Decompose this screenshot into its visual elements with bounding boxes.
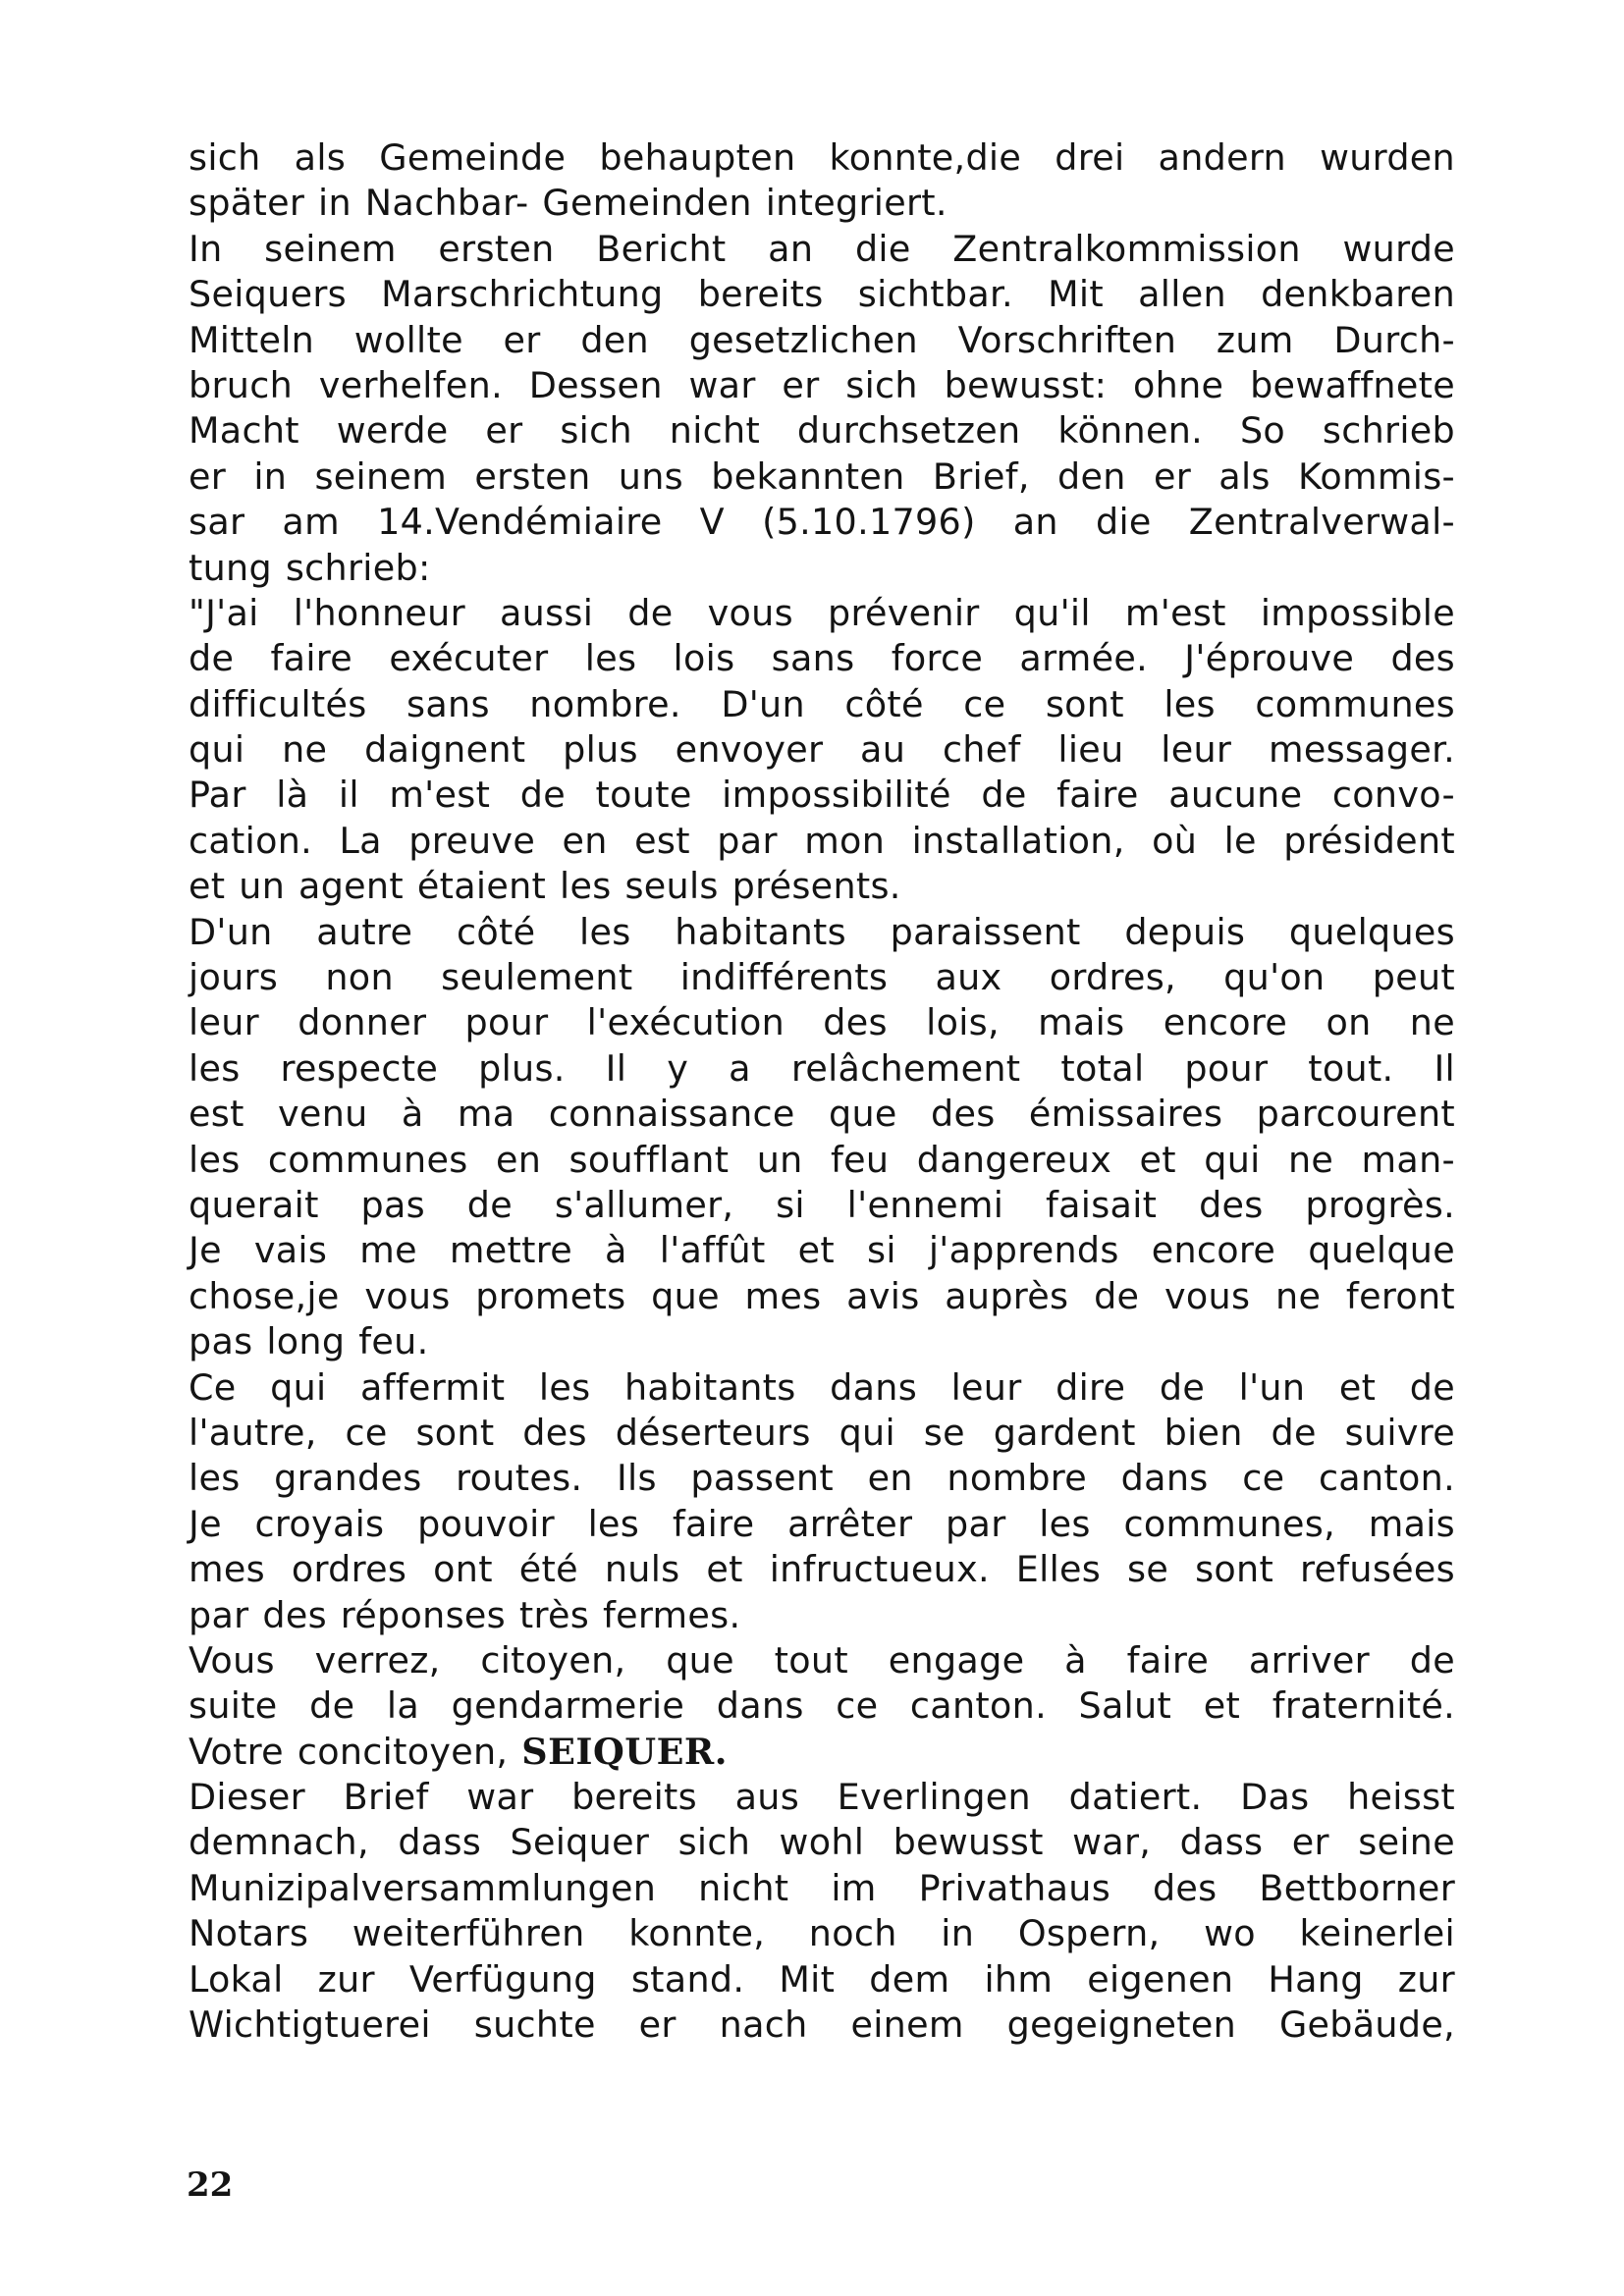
text-line	[189, 1683, 1455, 1729]
text-line-content: est venu à ma connaissance que des émissaires parcourent	[189, 1093, 1455, 1136]
text-line-content: querait pas de s'allumer, si l'ennemi faisait des progrès.	[189, 1183, 1455, 1226]
text-line	[189, 955, 1455, 1000]
text-line	[189, 1593, 1455, 1638]
text-line-content: Votre concitoyen,	[189, 1730, 522, 1773]
text-line-content: Seiquers Marschrichtung bereits sichtbar. Mit allen denkbaren	[189, 273, 1455, 316]
text-line-content: mes ordres ont été nuls et infructueux. Elles se sont refusées	[189, 1548, 1455, 1591]
text-line-content: später in Nachbar- Gemeinden integriert.	[189, 182, 947, 225]
page-number: 22	[187, 2165, 234, 2205]
text-line-content: Je croyais pouvoir les faire arrêter par les communes, mais	[189, 1502, 1455, 1545]
text-line-content: cation. La preuve en est par mon installation, où le président	[189, 819, 1455, 862]
text-line	[189, 227, 1455, 272]
text-line	[189, 408, 1455, 454]
text-line	[189, 1138, 1455, 1183]
text-line	[189, 1000, 1455, 1045]
text-line-content: qui ne daignent plus envoyer au chef lieu leur messager.	[189, 728, 1455, 772]
text-line-content: les respecte plus. Il y a relâchement total pour tout. Il	[189, 1046, 1455, 1090]
text-line-content: "J'ai l'honneur aussi de vous prévenir qu'il m'est impossible	[189, 591, 1455, 634]
text-line-content: Dieser Brief war bereits aus Everlingen datiert. Das heisst	[189, 1776, 1455, 1819]
text-line	[189, 454, 1455, 500]
text-line-content: Ce qui affermit les habitants dans leur dire de l'un et de	[189, 1365, 1455, 1409]
text-line-content: D'un autre côté les habitants paraissent depuis quelques	[189, 910, 1455, 953]
signature-name: SEIQUER.	[521, 1730, 728, 1773]
text-line	[189, 1092, 1455, 1137]
text-line-content: l'autre, ce sont des déserteurs qui se gardent bien de suivre	[189, 1411, 1455, 1454]
text-line	[189, 1274, 1455, 1319]
text-line-content: leur donner pour l'exécution des lois, mais encore on ne	[189, 1001, 1455, 1044]
text-line-content: bruch verhelfen. Dessen war er sich bewusst: ohne bewaffnete	[189, 363, 1455, 406]
text-line	[189, 727, 1455, 773]
text-line	[189, 1957, 1455, 2002]
text-line	[189, 773, 1455, 818]
text-line	[189, 1547, 1455, 1592]
text-line-content: difficultés sans nombre. D'un côté ce sont les communes	[189, 682, 1455, 725]
text-line	[189, 1411, 1455, 1456]
text-line	[189, 1820, 1455, 1865]
text-line-content: Par là il m'est de toute impossibilité de faire aucune convo-	[189, 774, 1455, 817]
text-line-content: Lokal zur Verfügung stand. Mit dem ihm eigenen Hang zur	[189, 1957, 1455, 2001]
text-line-content: chose,je vous promets que mes avis auprès de vous ne feront	[189, 1274, 1455, 1317]
text-line	[189, 500, 1455, 545]
text-line-content: Mitteln wollte er den gesetzlichen Vorschriften zum Durch-	[189, 318, 1455, 361]
text-line-content: Macht werde er sich nicht durchsetzen können. So schrieb	[189, 409, 1455, 453]
text-line	[189, 910, 1455, 955]
text-line	[189, 1456, 1455, 1501]
text-line	[189, 1730, 1455, 1775]
text-line-content: et un agent étaient les seuls présents.	[189, 865, 901, 908]
text-line-content: par des réponses très fermes.	[189, 1593, 741, 1636]
text-line-content: Je vais me mettre à l'affût et si j'apprends encore quelque	[189, 1229, 1455, 1272]
text-line	[189, 546, 1455, 591]
text-line-content: jours non seulement indifférents aux ordres, qu'on peut	[189, 956, 1455, 999]
text-line-content: er in seinem ersten uns bekannten Brief, den er als Kommis-	[189, 454, 1455, 498]
text-line	[189, 591, 1455, 636]
text-line-content: tung schrieb:	[189, 546, 431, 589]
text-line-content: In seinem ersten Bericht an die Zentralkommission wurde	[189, 227, 1455, 270]
text-line	[189, 636, 1455, 681]
text-line-content: sar am 14.Vendémiaire V (5.10.1796) an die Zentralverwal-	[189, 501, 1455, 544]
text-line	[189, 1911, 1455, 1956]
text-line-content: Notars weiterführen konnte, noch in Ospern, wo keinerlei	[189, 1912, 1455, 1955]
text-line	[189, 318, 1455, 363]
text-line	[189, 363, 1455, 408]
text-line-content: suite de la gendarmerie dans ce canton. Salut et fraternité.	[189, 1684, 1455, 1728]
text-line	[189, 2002, 1455, 2048]
text-line-content: de faire exécuter les lois sans force armée. J'éprouve des	[189, 637, 1455, 680]
text-line	[189, 135, 1455, 181]
text-line	[189, 1775, 1455, 1820]
text-line	[189, 1638, 1455, 1683]
text-line	[189, 819, 1455, 864]
text-line-content: les grandes routes. Ils passent en nombre dans ce canton.	[189, 1457, 1455, 1500]
text-line-content: sich als Gemeinde behaupten konnte,die drei andern wurden	[189, 136, 1455, 179]
text-line-content: pas long feu.	[189, 1320, 429, 1363]
body-text	[189, 135, 1455, 2048]
text-line-content: demnach, dass Seiquer sich wohl bewusst war, dass er seine	[189, 1821, 1455, 1864]
text-line	[189, 1866, 1455, 1911]
text-line	[189, 1365, 1455, 1411]
text-line	[189, 1228, 1455, 1273]
text-line-content: Munizipalversammlungen nicht im Privathaus des Bettborner	[189, 1866, 1455, 1909]
text-line-content: les communes en soufflant un feu dangereux et qui ne man-	[189, 1138, 1455, 1181]
text-line	[189, 181, 1455, 226]
text-line	[189, 1183, 1455, 1228]
text-line	[189, 272, 1455, 317]
text-line	[189, 682, 1455, 727]
text-line	[189, 864, 1455, 909]
text-line	[189, 1319, 1455, 1364]
text-line	[189, 1046, 1455, 1092]
text-line-content: Wichtigtuerei suchte er nach einem gegeigneten Gebäude,	[189, 2003, 1455, 2047]
text-line-content: Vous verrez, citoyen, que tout engage à faire arriver de	[189, 1638, 1455, 1682]
text-line	[189, 1502, 1455, 1547]
